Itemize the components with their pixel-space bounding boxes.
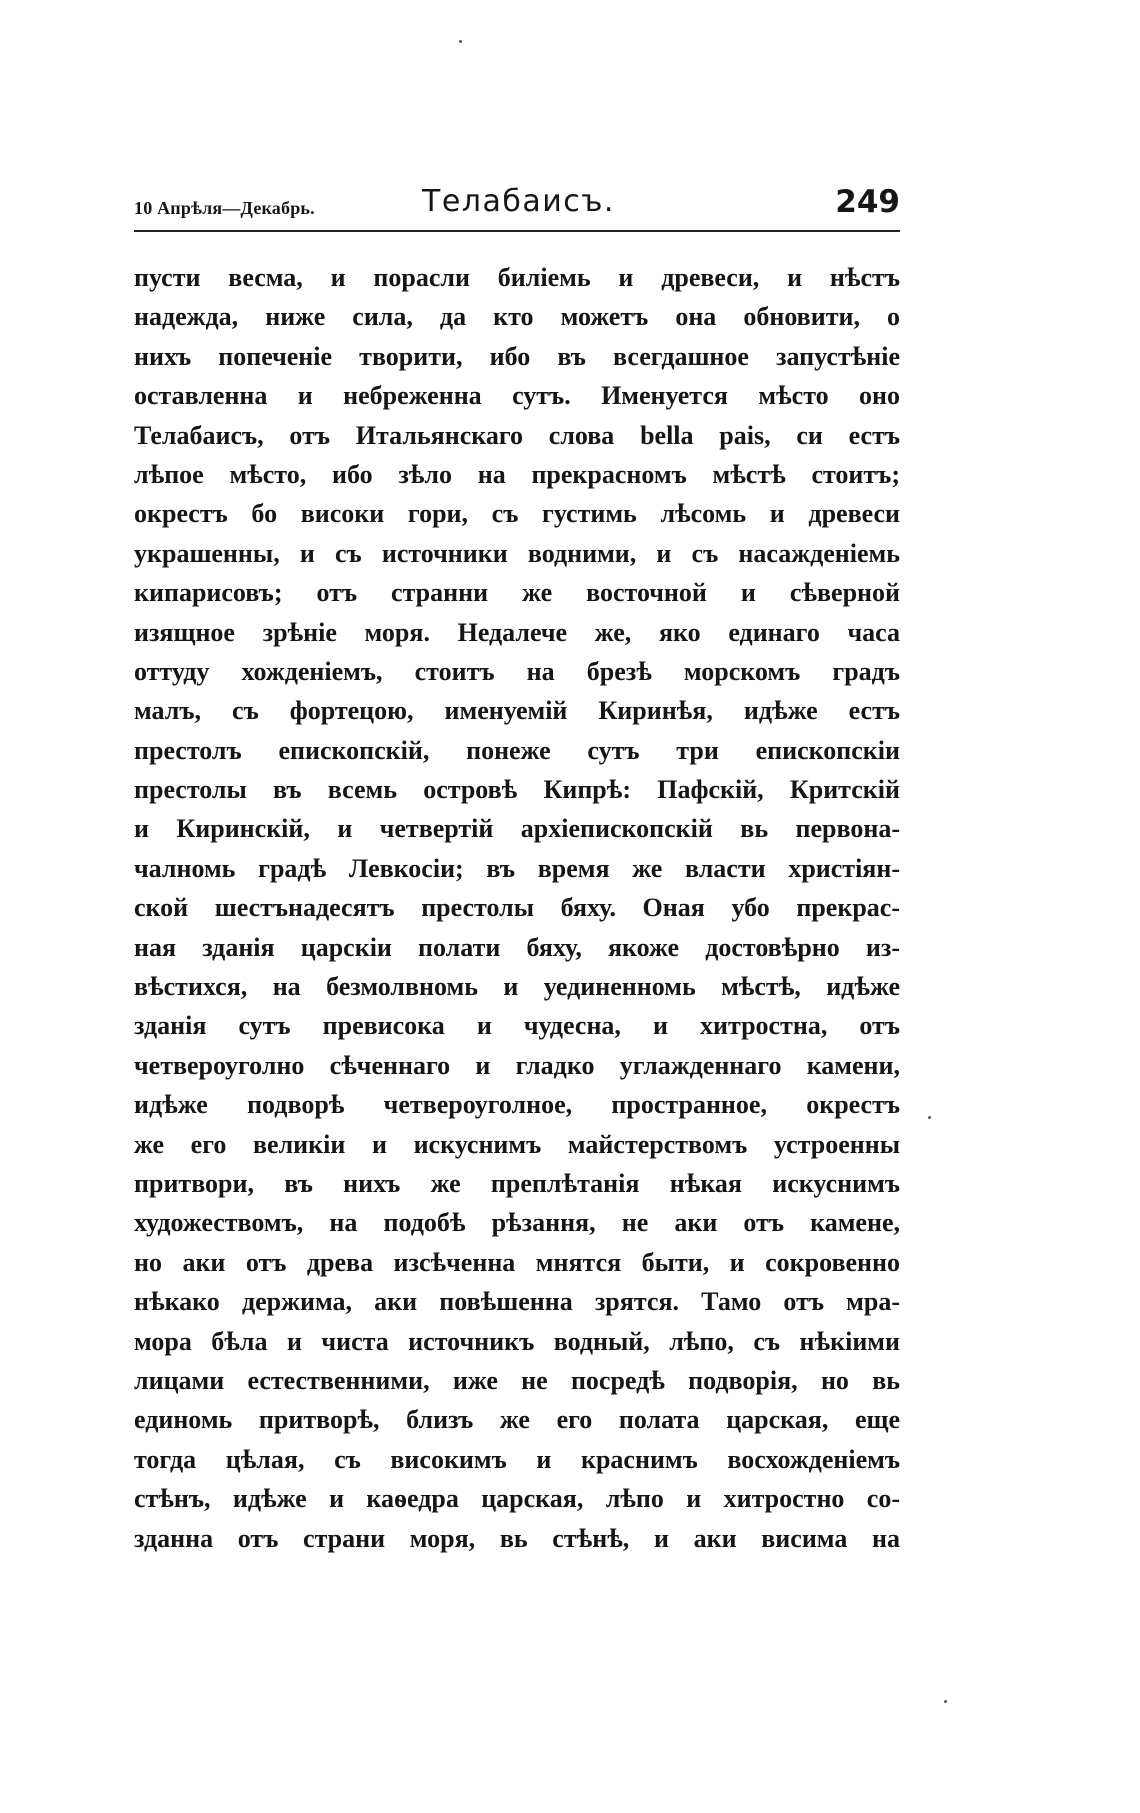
text-line: притвори, въ нихъ же преплѣтанія нѣкая искуснимъ [134, 1168, 900, 1198]
text-line: украшенны, и съ источники водними, и съ насажденіемь [134, 538, 900, 568]
text-line: лѣпое мѣсто, ибо зѣло на прекрасномъ мѣстѣ стоитъ; [134, 459, 900, 489]
text-line: Телабаисъ, отъ Итальянскаго слова bella pais, си естъ [134, 420, 900, 450]
page-number: 249 [835, 184, 900, 220]
text-line: вѣстихся, на безмолвномь и уединенномь мѣстѣ, идѣже [134, 972, 900, 1002]
text-line: малъ, съ фортецою, именуемій Киринѣя, идѣже естъ [134, 696, 900, 726]
scan-speck [944, 1700, 947, 1703]
header-rule [134, 230, 900, 232]
text-line: престолы въ всемь островѣ Кипрѣ: Пафскій, Критскій [134, 775, 900, 805]
text-line: нихъ попеченіе творити, ибо въ всегдашное запустѣніе [134, 341, 900, 371]
text-line: стѣнъ, идѣже и каѳедра царская, лѣпо и хитростно со- [134, 1484, 900, 1514]
text-line: оттуду хожденіемъ, стоитъ на брезѣ морскомъ градъ [134, 656, 900, 686]
text-line: четвероуголно сѣченнаго и гладко углажденнаго камени, [134, 1050, 900, 1080]
running-title: Телабаисъ. [422, 184, 615, 219]
scan-speck [459, 40, 462, 43]
running-head-date-range: 10 Апрѣля—Декабрь. [134, 198, 315, 218]
text-line: лицами естественними, иже не посредѣ подворія, но вь [134, 1365, 900, 1395]
running-header [134, 184, 900, 226]
text-line: ской шестънадесятъ престолы бяху. Оная убо прекрас- [134, 893, 900, 923]
text-line: идѣже подворѣ четвероуголное, пространное, окрестъ [134, 1090, 900, 1120]
text-line: чалномь градѣ Левкосіи; въ время же власти христіян- [134, 853, 900, 883]
text-line: но аки отъ древа изсѣченна мнятся быти, и сокровенно [134, 1247, 900, 1277]
text-line: зданна отъ страни моря, вь стѣнѣ, и аки висима на [134, 1523, 900, 1553]
text-line: престолъ епископскій, понеже сутъ три епископскіи [134, 735, 900, 765]
text-line: ная зданія царскіи полати бяху, якоже достовѣрно из- [134, 932, 900, 962]
text-line: же его великіи и искуснимъ майстерствомъ устроенны [134, 1129, 900, 1159]
text-line: оставленна и небреженна сутъ. Именуется мѣсто оно [134, 381, 900, 411]
text-line: надежда, ниже сила, да кто можетъ она обновити, о [134, 302, 900, 332]
body-text [134, 258, 900, 1558]
text-line: тогда цѣлая, съ високимъ и краснимъ восхожденіемъ [134, 1444, 900, 1474]
text-line: изящное зрѣніе моря. Недалече же, яко единаго часа [134, 617, 900, 647]
text-line: кипарисовъ; отъ странни же восточной и сѣверной [134, 578, 900, 608]
scan-speck [928, 1116, 931, 1119]
text-line: нѣкако держима, аки повѣшенна зрятся. Тамо отъ мра- [134, 1287, 900, 1317]
text-line: окрестъ бо високи гори, съ густимь лѣсомь и древеси [134, 499, 900, 529]
text-line: и Киринскій, и четвертій архіепископскій вь первона- [134, 814, 900, 844]
text-line: художествомъ, на подобѣ рѣзання, не аки отъ камене, [134, 1208, 900, 1238]
text-line: зданія сутъ превисока и чудесна, и хитростна, отъ [134, 1011, 900, 1041]
text-line: единомь притворѣ, близъ же его полата царская, еще [134, 1405, 900, 1435]
text-line: мора бѣла и чиста источникъ водный, лѣпо, съ нѣкіими [134, 1326, 900, 1356]
text-line: пусти весма, и порасли биліемь и древеси, и нѣстъ [134, 263, 900, 292]
